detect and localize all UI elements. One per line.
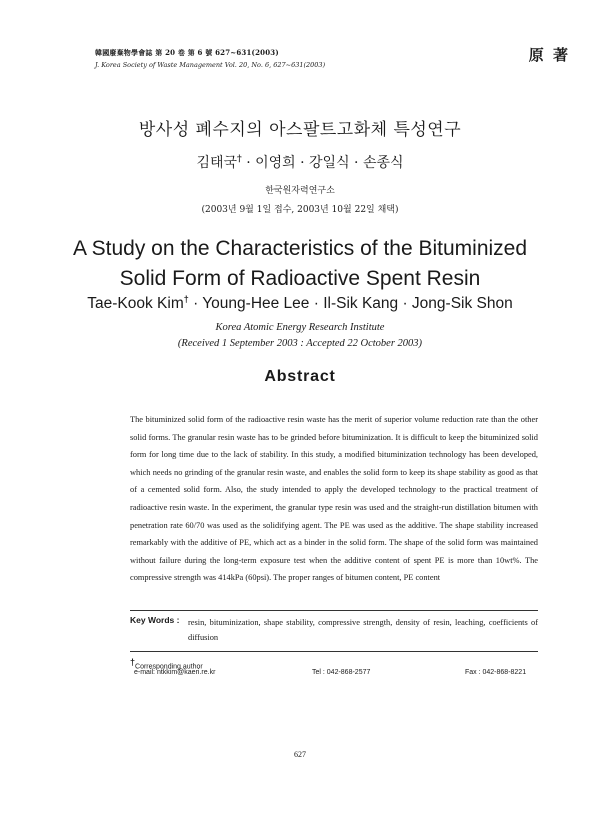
abstract-body: The bituminized solid form of the radioactive resin waste has the merit of superior volume reduction rate than the other solid forms. The granular resin waste has to be grinded before bituminization. It is difficult to keep the bituminized solid form for long time due to the lack of stability. In this study, a modified bituminization technology has been developed, which needs no grinding of the granular resin waste, and enables the solid form to keep its shape stability as good as that of a cemented solid form. Also, the study intended to apply the developed technology to the practical treatment of radioactive resin waste. In the experiment, the granular type resin was used and the straight-run distillation bitumen with penetration rate 60/70 was used as the solidifying agent. The PE was used as the additive. The shape stability increased remarkably with the additive of PE, which act as a binder in the solid form. The shape of the solid form was maintained without failure during the long-term exposure test when the additive content of spent PE is more than 10wt%. The compressive strength was 414kPa (60psi). The proper ranges of bitumen content, PE content (130, 415, 538, 583)
journal-header-korean: 韓國廢棄物學會誌 第 20 卷 第 6 號 627~631(2003) (95, 48, 279, 57)
keywords-text: resin, bituminization, shape stability, compressive strength, density of resin, leaching, coefficients of diffusion (188, 618, 538, 642)
received-dates-korean: (2003년 9월 1일 접수, 2003년 10월 22일 채택) (201, 205, 399, 215)
title-english (0, 234, 600, 294)
institution-english: Korea Atomic Energy Research Institute (215, 322, 385, 333)
author-first-korean: 김태국 (196, 155, 238, 171)
institution-korean: 한국원자력연구소 (265, 186, 335, 196)
keywords-top-rule (130, 610, 538, 611)
article-type-badge: 原 著 (528, 46, 570, 64)
corresponding-dagger: † (237, 154, 242, 165)
page-number: 627 (294, 750, 306, 759)
footnote-rule (130, 651, 538, 652)
footnote-fax: Fax : 042-868-8221 (465, 669, 527, 676)
author-first-english: Tae-Kook Kim (87, 295, 184, 313)
footnote-email: e-mail: ntkkim@kaeri.re.kr (134, 669, 216, 676)
footnote-dagger: † (130, 657, 136, 667)
received-dates-english: (Received 1 September 2003 : Accepted 22 October 2003) (177, 338, 423, 349)
keywords-label: Key Words : (130, 615, 180, 625)
abstract-heading: Abstract (264, 368, 336, 385)
authors-rest-korean: · 이영희 · 강일식 · 손종식 (241, 155, 404, 171)
journal-header-english: J. Korea Society of Waste Management Vol. 20, No. 6, 627~631(2003) (95, 61, 326, 69)
title-korean: 방사성 폐수지의 아스팔트고화체 특성연구 (138, 120, 462, 140)
footnote-corresponding: †Corresponding author (130, 657, 203, 671)
corresponding-dagger-en: † (183, 294, 189, 304)
authors-rest-english: · Young-Hee Lee · Il-Sik Kang · Jong-Sik Shon (188, 295, 513, 313)
authors-korean (0, 152, 600, 172)
authors-english (0, 294, 600, 313)
footnote-tel: Tel : 042-868-2577 (312, 669, 371, 676)
title-english-line2: Solid Form of Radioactive Spent Resin (119, 267, 481, 290)
title-english-line1: A Study on the Characteristics of the Bituminized (72, 237, 528, 260)
